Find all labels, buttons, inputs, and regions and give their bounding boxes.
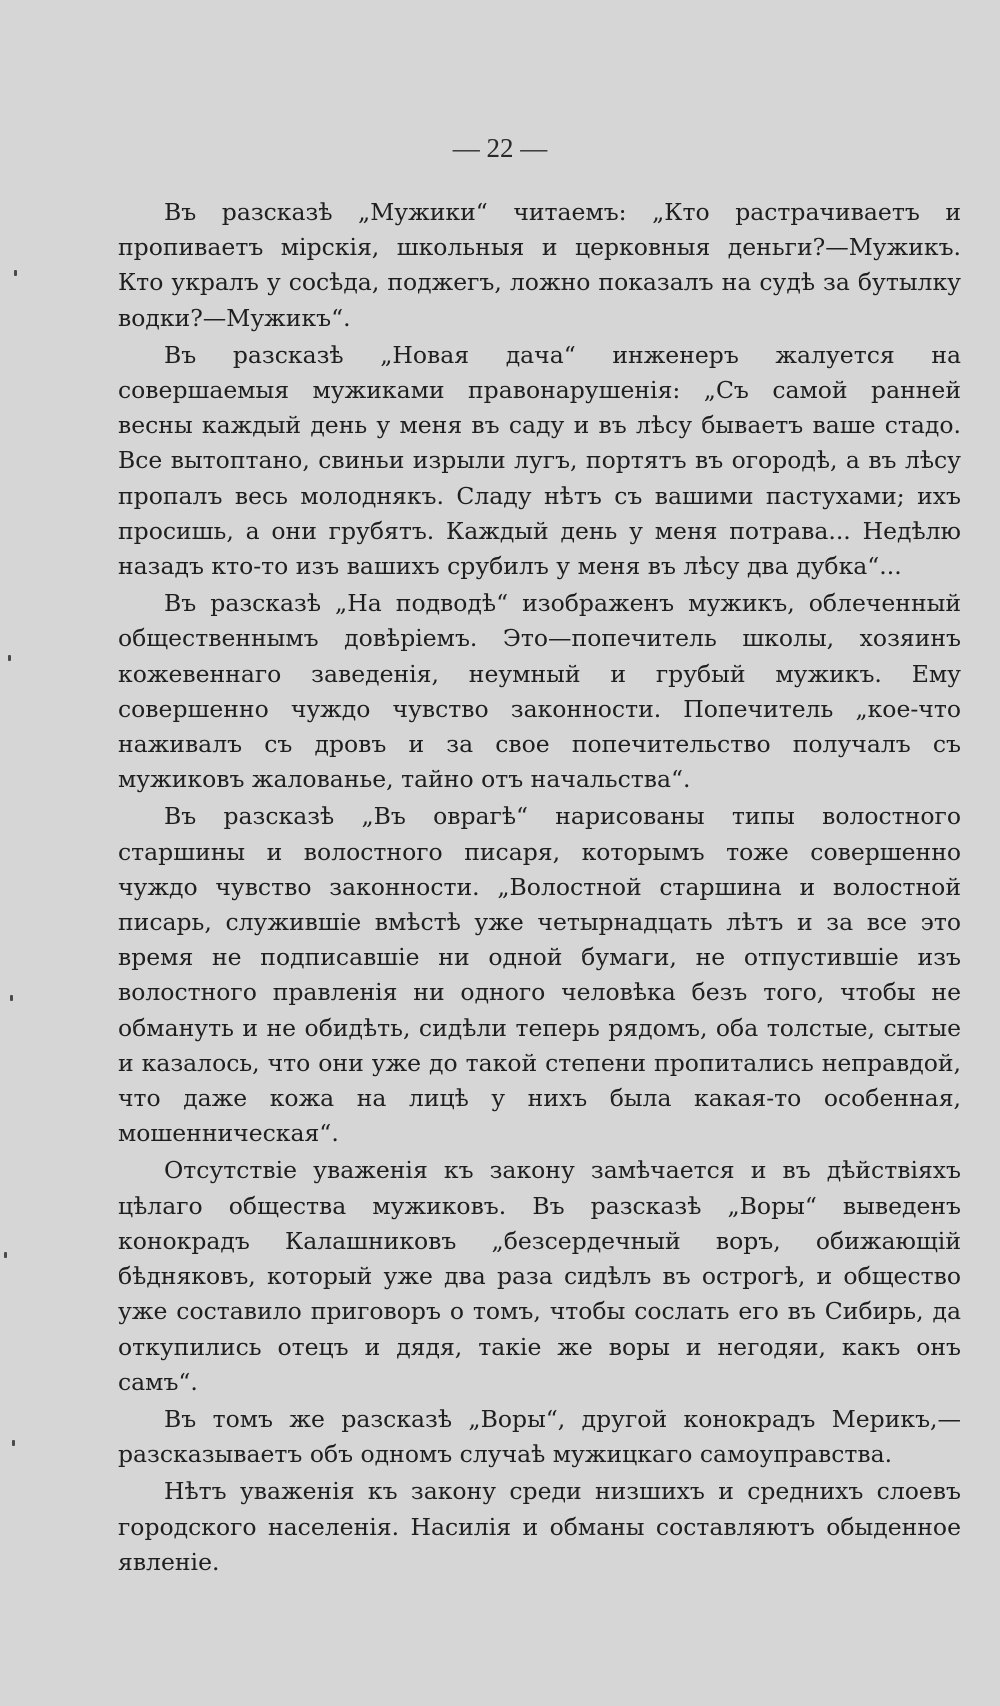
page-number: — 22 — [452, 133, 548, 163]
paragraph: Въ разсказѣ „На подводѣ“ изображенъ мужикъ, облеченный общественнымъ довѣріемъ. Это—попечитель школы, хозяинъ кожевеннаго заведенія, неумный и грубый мужикъ. Ему совершенно чуждо чувство законности. Попечитель „кое-что наживалъ съ дровъ и за свое попечительство получалъ съ мужиковъ жалованье, тайно отъ начальства“. [118, 589, 961, 794]
paragraph: Нѣтъ уваженія къ закону среди низшихъ и среднихъ слоевъ городского населенія. Насилія и обманы составляютъ обыденное явленіе. [118, 1477, 961, 1576]
paragraph: Въ разсказѣ „Мужики“ читаемъ: „Кто растрачиваетъ и пропиваетъ мірскія, школьныя и церковныя деньги?—Мужикъ. Кто укралъ у сосѣда, поджегъ, ложно показалъ на судѣ за бутылку водки?—Мужикъ“. [118, 198, 961, 332]
scan-speck [10, 995, 13, 1001]
body-text [118, 195, 961, 1580]
scan-speck [8, 655, 11, 661]
paragraph: Въ разсказѣ „Новая дача“ инженеръ жалуется на совершаемыя мужиками правонарушенія: „Съ самой ранней весны каждый день у меня въ саду и въ лѣсу бываетъ ваше стадо. Все вытоптано, свиньи изрыли лугъ, портятъ въ огородѣ, а въ лѣсу пропалъ весь молоднякъ. Сладу нѣтъ съ вашими пастухами; ихъ просишь, а они грубятъ. Каждый день у меня потрава... Недѣлю назадъ кто-то изъ вашихъ срубилъ у меня въ лѣсу два дубка“... [118, 340, 961, 581]
paragraph: Отсутствіе уваженія къ закону замѣчается и въ дѣйствіяхъ цѣлаго общества мужиковъ. Въ разсказѣ „Воры“ выведенъ конокрадъ Калашниковъ „безсердечный воръ, обижающій бѣдняковъ, который уже два раза сидѣлъ въ острогѣ, и общество уже составило приговоръ о томъ, чтобы сослать его въ Сибирь, да откупились отецъ и дядя, такіе же воры и негодяи, какъ онъ самъ“. [118, 1156, 961, 1396]
paragraph: Въ томъ же разсказѣ „Воры“, другой конокрадъ Мерикъ,— разсказываетъ объ одномъ случаѣ мужицкаго самоуправства. [118, 1404, 961, 1469]
scan-speck [12, 1440, 15, 1446]
scan-speck [4, 1252, 7, 1258]
paragraph: Въ разсказѣ „Въ оврагѣ“ нарисованы типы волостного старшины и волостного писаря, которымъ тоже совершенно чуждо чувство законности. „Волостной старшина и волостной писарь, служившіе вмѣстѣ уже четырнадцать лѣтъ и за все это время не подписавшіе ни одной бумаги, не отпустившіе изъ волостного правленія ни одного человѣка безъ того, чтобы не обмануть и не обидѣть, сидѣли теперь рядомъ, оба толстые, сытые и казалось, что они уже до такой степени пропитались неправдой, что даже кожа на лицѣ у нихъ была какая-то особенная, мошенническая“. [118, 802, 961, 1148]
scan-speck [14, 270, 17, 276]
